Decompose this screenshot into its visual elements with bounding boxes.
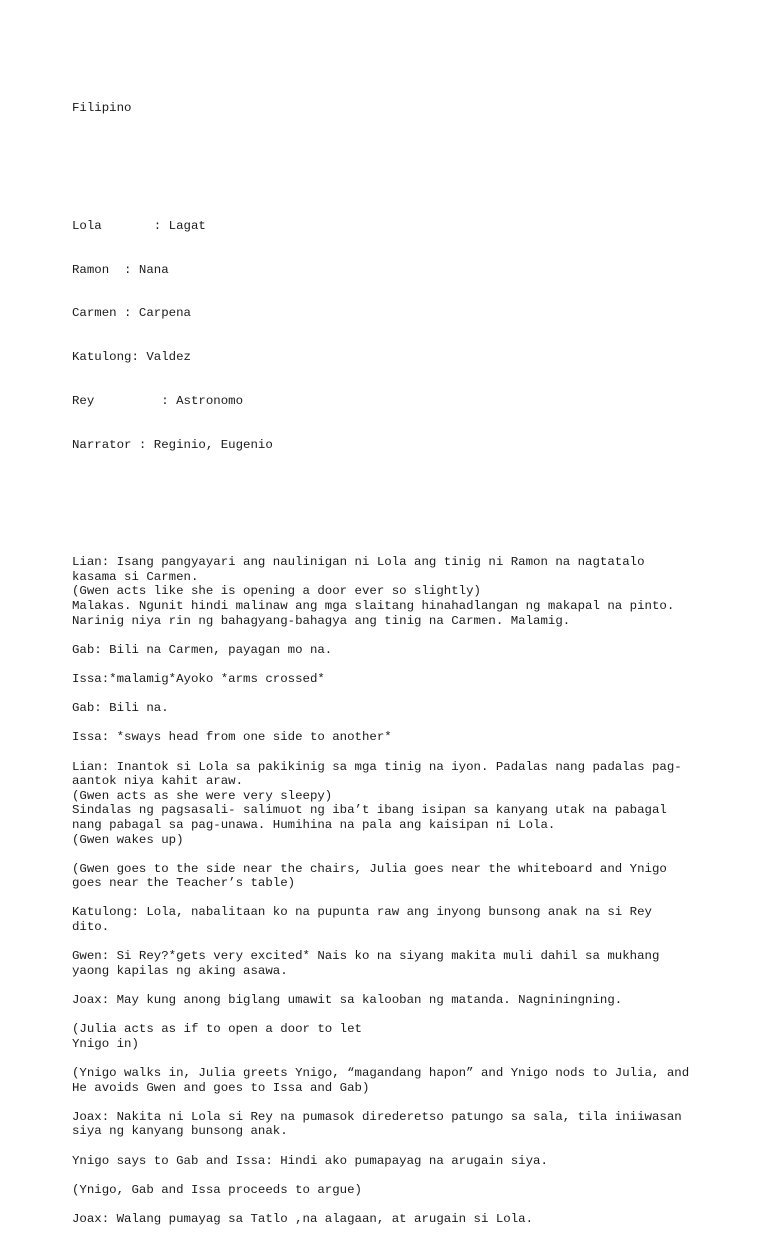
- script-paragraph: [72, 993, 722, 1008]
- script-paragraph: [72, 1183, 722, 1198]
- script-line: Joax: Nakita ni Lola si Rey na pumasok direderetso patungo sa sala, tila iniiwasan: [72, 1109, 682, 1124]
- script-line: (Gwen acts as she were very sleepy): [72, 788, 333, 803]
- script-line: Narinig niya rin ng bahagyang-bahagya ang tinig na Carmen. Malamig.: [72, 613, 571, 628]
- script-line: Gwen: Si Rey?*gets very excited* Nais ko na siyang makita muli dahil sa mukhang: [72, 949, 660, 964]
- cast-line: Katulong: Valdez: [72, 350, 191, 365]
- script-paragraph: [72, 672, 722, 687]
- script-line: Ynigo in): [72, 1036, 139, 1051]
- script-paragraph: [72, 862, 722, 891]
- script-line: Lian: Inantok si Lola sa pakikinig sa mga tinig na iyon. Padalas nang padalas pag-: [72, 759, 682, 774]
- script-line: Katulong: Lola, nabalitaan ko na pupunta raw ang inyong bunsong anak na si Rey: [72, 905, 652, 920]
- script-paragraph: [72, 555, 722, 628]
- script-line: Ynigo says to Gab and Issa: Hindi ako pumapayag na arugain siya.: [72, 1153, 548, 1168]
- script-line: goes near the Teacher’s table): [72, 876, 296, 891]
- cast-line: Narrator : Reginio, Eugenio: [72, 437, 273, 452]
- script-line: (Ynigo walks in, Julia greets Ynigo, “magandang hapon” and Ynigo nods to Julia, and: [72, 1066, 690, 1080]
- script-line: nang pabagal sa pag-unawa. Humihina na pala ang kaisipan ni Lola.: [72, 817, 556, 832]
- script-paragraph: [72, 643, 722, 658]
- script-line: Lian: Isang pangyayari ang naulinigan ni Lola ang tinig ni Ramon na nagtatalo: [72, 555, 645, 570]
- script-paragraph: [72, 1110, 722, 1139]
- script-line: dito.: [72, 920, 110, 935]
- script-paragraph: [72, 730, 722, 745]
- script-paragraph: [72, 1022, 722, 1051]
- cast-line: Ramon : Nana: [72, 262, 169, 277]
- script-paragraph: [72, 1212, 722, 1227]
- cast-line: Carmen : Carpena: [72, 306, 191, 321]
- script-paragraph: [72, 701, 722, 716]
- script-line: Joax: Walang pumayag sa Tatlo ,na alagaan, at arugain si Lola.: [72, 1211, 534, 1226]
- script-line: aantok niya kahit araw.: [72, 774, 244, 789]
- script-line: Issa:*malamig*Ayoko *arms crossed*: [72, 671, 325, 686]
- cast-list: [72, 190, 722, 482]
- document-page: [72, 72, 722, 1241]
- cast-line: Lola : Lagat: [72, 218, 206, 233]
- script-line: Sindalas ng pagsasali- salimuot ng iba’t ibang isipan sa kanyang utak na pabagal: [72, 803, 667, 818]
- script-line: kasama si Carmen.: [72, 569, 199, 584]
- script-line: (Gwen goes to the side near the chairs, Julia goes near the whiteboard and Ynigo: [72, 861, 667, 876]
- script-line: (Ynigo, Gab and Issa proceeds to argue): [72, 1182, 362, 1197]
- script-line: Joax: May kung anong biglang umawit sa kalooban ng matanda. Nagniningning.: [72, 993, 623, 1008]
- script-paragraph: [72, 949, 722, 978]
- script-line: yaong kapilas ng aking asawa.: [72, 963, 288, 978]
- script-line: Gab: Bili na Carmen, payagan mo na.: [72, 642, 333, 657]
- script-body: [72, 555, 722, 1226]
- script-paragraph: [72, 905, 722, 934]
- script-paragraph: [72, 760, 722, 848]
- document-title: Filipino: [72, 101, 132, 116]
- script-line: (Gwen wakes up): [72, 832, 184, 847]
- script-line: (Gwen acts like she is opening a door ever so slightly): [72, 584, 481, 599]
- script-line: Malakas. Ngunit hindi malinaw ang mga slaitang hinahadlangan ng makapal na pinto.: [72, 599, 675, 613]
- script-paragraph: [72, 1066, 722, 1095]
- script-line: Issa: *sways head from one side to another*: [72, 730, 392, 745]
- script-line: siya ng kanyang bunsong anak.: [72, 1124, 288, 1139]
- cast-line: Rey : Astronomo: [72, 393, 244, 408]
- script-line: Gab: Bili na.: [72, 701, 169, 716]
- script-line: (Julia acts as if to open a door to let: [72, 1022, 362, 1037]
- script-line: He avoids Gwen and goes to Issa and Gab): [72, 1080, 370, 1095]
- script-paragraph: [72, 1154, 722, 1169]
